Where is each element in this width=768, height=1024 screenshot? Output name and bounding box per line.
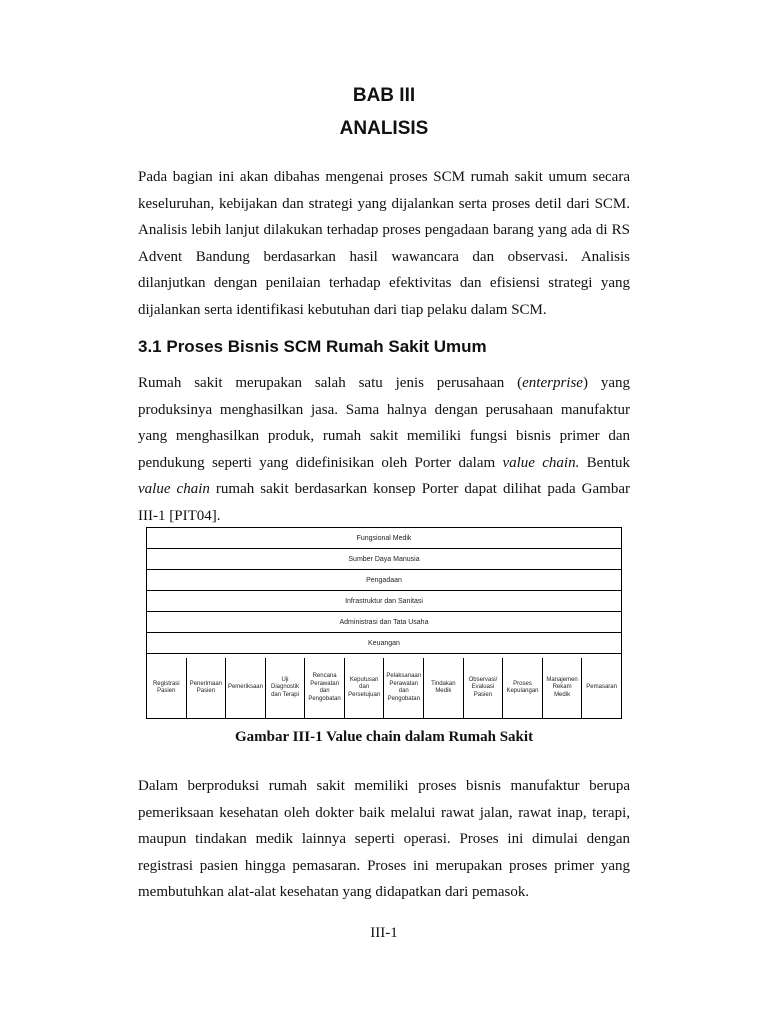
section-heading: 3.1 Proses Bisnis SCM Rumah Sakit Umum (138, 337, 487, 356)
body-paragraph-value-chain (138, 370, 630, 529)
closing-paragraph: Dalam berproduksi rumah sakit memiliki proses bisnis manufaktur berupa pemeriksaan kesehatan oleh dokter baik melalui rawat jalan, rawat inap, terapi, maupun tindakan medik lainnya seperti operasi. Proses ini dimulai dengan registrasi pasien hingga pemasaran. Proses ini merupakan proses primer yang membutuhkan alat-alat kesehatan yang didapatkan dari pemasok. (138, 778, 630, 900)
primary-activity-cell: Pemasaran (586, 684, 617, 691)
page-number: III-1 (370, 925, 398, 941)
intro-paragraph: Pada bagian ini akan dibahas mengenai proses SCM rumah sakit umum secara keseluruhan, kebijakan dan strategi yang dijalankan serta proses detil dari SCM. Analisis lebih lanjut dilakukan terhadap proses pengadaan barang yang ada di RS Advent Bandung berdasarkan hasil wawancara dan observasi. Analisis dilanjutkan dengan penilaian terhadap efektivitas dan efisiensi strategi yang dijalankan serta identifikasi kebutuhan dari tiap pelaku dalam SCM. (138, 169, 630, 318)
text-run: Bentuk (579, 454, 630, 471)
support-activity-row: Pengadaan (147, 570, 621, 591)
chapter-title: ANALISIS (339, 118, 429, 139)
primary-activities-row (147, 658, 621, 718)
italic-term-enterprise: enterprise (522, 375, 583, 391)
primary-activity-cell: Observasi/ Evaluasi Pasien (464, 658, 504, 718)
italic-term-value-chain: value chain. (502, 454, 580, 471)
chapter-number: BAB III (352, 85, 416, 106)
primary-activity-cell: Rencana Perawatan dan Pengobatan (305, 658, 345, 718)
italic-term-value-chain: value chain (138, 481, 210, 497)
primary-activity-cell: Keputusan dan Persetujuan (345, 658, 385, 718)
support-activity-row: Infrastruktur dan Sanitasi (147, 591, 621, 612)
support-activity-row: Administrasi dan Tata Usaha (147, 612, 621, 633)
text-run: Rumah sakit merupakan salah satu jenis perusahaan ( (138, 375, 523, 391)
value-chain-figure (146, 527, 622, 719)
primary-activity-cell: Penerimaan Pasien (187, 658, 227, 718)
primary-activity-cell: Uji Diagnostik dan Terapi (266, 658, 306, 718)
support-activity-row: Keuangan (147, 633, 621, 654)
primary-activity-cell: Proses Kepulangan (503, 658, 543, 718)
text-run: ) yang produksinya menghasilkan jasa. Sama halnya dengan perusahaan manufaktur yang menghasilkan produk, rumah sakit memiliki fungsi bisnis primer dan pendukung seperti yang didefinisikan oleh Porter dalam (138, 375, 630, 471)
text-run: rumah sakit berdasarkan konsep Porter dapat dilihat pada Gambar III-1 [PIT04]. (138, 481, 630, 524)
primary-activity-cell: Registrasi Pasien (147, 658, 187, 718)
primary-activity-cell: Pemeriksaan (226, 658, 266, 718)
support-activity-row: Fungsional Medik (147, 528, 621, 549)
primary-activity-cell: Manajemen Rekam Medik (543, 658, 583, 718)
primary-activity-cell: Tindakan Medik (424, 658, 464, 718)
support-activity-row: Sumber Daya Manusia (147, 549, 621, 570)
primary-activity-cell: Pelaksanaan Perawatan dan Pengobatan (384, 658, 424, 718)
figure-caption: Gambar III-1 Value chain dalam Rumah Sakit (234, 729, 534, 745)
